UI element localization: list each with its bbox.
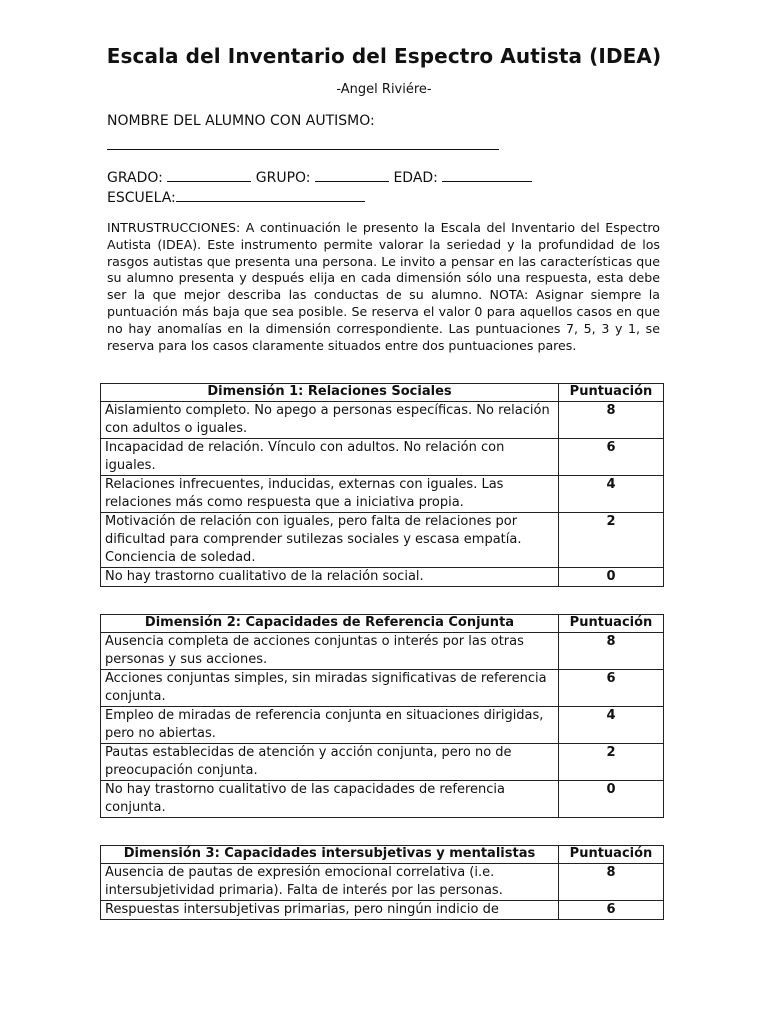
item-text: Relaciones infrecuentes, inducidas, externas con iguales. Las relaciones más como respuesta que a iniciativa propia. [101,476,559,513]
item-text: Empleo de miradas de referencia conjunta en situaciones dirigidas, pero no abiertas. [101,707,559,744]
item-score: 8 [559,864,664,901]
grade-blank[interactable] [167,167,251,182]
item-score: 6 [559,439,664,476]
item-score: 0 [559,568,664,587]
item-score: 8 [559,633,664,670]
dimension-title: Dimensión 1: Relaciones Sociales [101,384,559,402]
document-title: Escala del Inventario del Espectro Autista (IDEA) [106,44,662,68]
instructions-paragraph: INTRUSTRUCCIONES: A continuación le presento la Escala del Inventario del Espectro Autista (IDEA). Este instrumento permite valorar la seriedad y la profundidad de los rasgos autistas que presenta una persona. Le invito a pensar en las características que su alumno presenta y después elija en cada dimensión sólo una respuesta, esta debe ser la que mejor describa las conductas de su alumno. NOTA: Asignar siempre la puntuación más baja que sea posible. Se reserva el valor 0 para aquellos casos en que no hay anomalías en la dimensión correspondiente. Las puntuaciones 7, 5, 3 y 1, se reserva para los casos claramente situados entre dos puntuaciones pares. [107,220,660,353]
item-score: 2 [559,513,664,568]
table-header-row [101,615,664,633]
item-text: Incapacidad de relación. Vínculo con adultos. No relación con iguales. [101,439,559,476]
student-name-blank[interactable] [107,149,499,150]
table-row [101,633,664,670]
item-text: Ausencia de pautas de expresión emocional correlativa (i.e. intersubjetividad primaria). Falta de interés por las personas. [101,864,559,901]
item-score: 4 [559,476,664,513]
dimension-1-table [100,383,664,587]
item-score: 6 [559,901,664,920]
item-score: 0 [559,781,664,818]
age-blank[interactable] [442,167,532,182]
table-row [101,402,664,439]
table-row [101,568,664,587]
table-row [101,744,664,781]
score-header: Puntuación [559,846,664,864]
table-header-row [101,846,664,864]
item-score: 2 [559,744,664,781]
school-blank[interactable] [176,187,365,202]
table-row [101,476,664,513]
table-row [101,707,664,744]
age-label: EDAD: [393,170,438,186]
item-text: Ausencia completa de acciones conjuntas o interés por las otras personas y sus acciones. [101,633,559,670]
table-row [101,901,664,920]
item-text: No hay trastorno cualitativo de las capacidades de referencia conjunta. [101,781,559,818]
item-text: No hay trastorno cualitativo de la relación social. [101,568,559,587]
table-header-row [101,384,664,402]
author-line: -Angel Riviére- [336,82,432,97]
item-text: Motivación de relación con iguales, pero falta de relaciones por dificultad para comprender sutilezas sociales y escasa empatía. Conciencia de soledad. [101,513,559,568]
item-text: Respuestas intersubjetivas primarias, pero ningún indicio de [101,901,559,920]
table-row [101,864,664,901]
item-text: Pautas establecidas de atención y acción conjunta, pero no de preocupación conjunta. [101,744,559,781]
grade-label: GRADO: [107,170,163,186]
dimension-title: Dimensión 3: Capacidades intersubjetivas y mentalistas [101,846,559,864]
table-row [101,439,664,476]
score-header: Puntuación [559,384,664,402]
student-name-label: NOMBRE DEL ALUMNO CON AUTISMO: [107,113,375,129]
table-row [101,513,664,568]
school-line [107,187,365,206]
item-text: Acciones conjuntas simples, sin miradas significativas de referencia conjunta. [101,670,559,707]
item-text: Aislamiento completo. No apego a personas específicas. No relación con adultos o iguales. [101,402,559,439]
item-score: 8 [559,402,664,439]
school-label: ESCUELA: [107,190,176,206]
dimension-title: Dimensión 2: Capacidades de Referencia Conjunta [101,615,559,633]
item-score: 4 [559,707,664,744]
dimension-3-table [100,845,664,920]
table-row [101,781,664,818]
grade-group-age-line [107,167,532,186]
table-row [101,670,664,707]
group-label: GRUPO: [255,170,311,186]
score-header: Puntuación [559,615,664,633]
dimension-2-table [100,614,664,818]
group-blank[interactable] [315,167,389,182]
item-score: 6 [559,670,664,707]
